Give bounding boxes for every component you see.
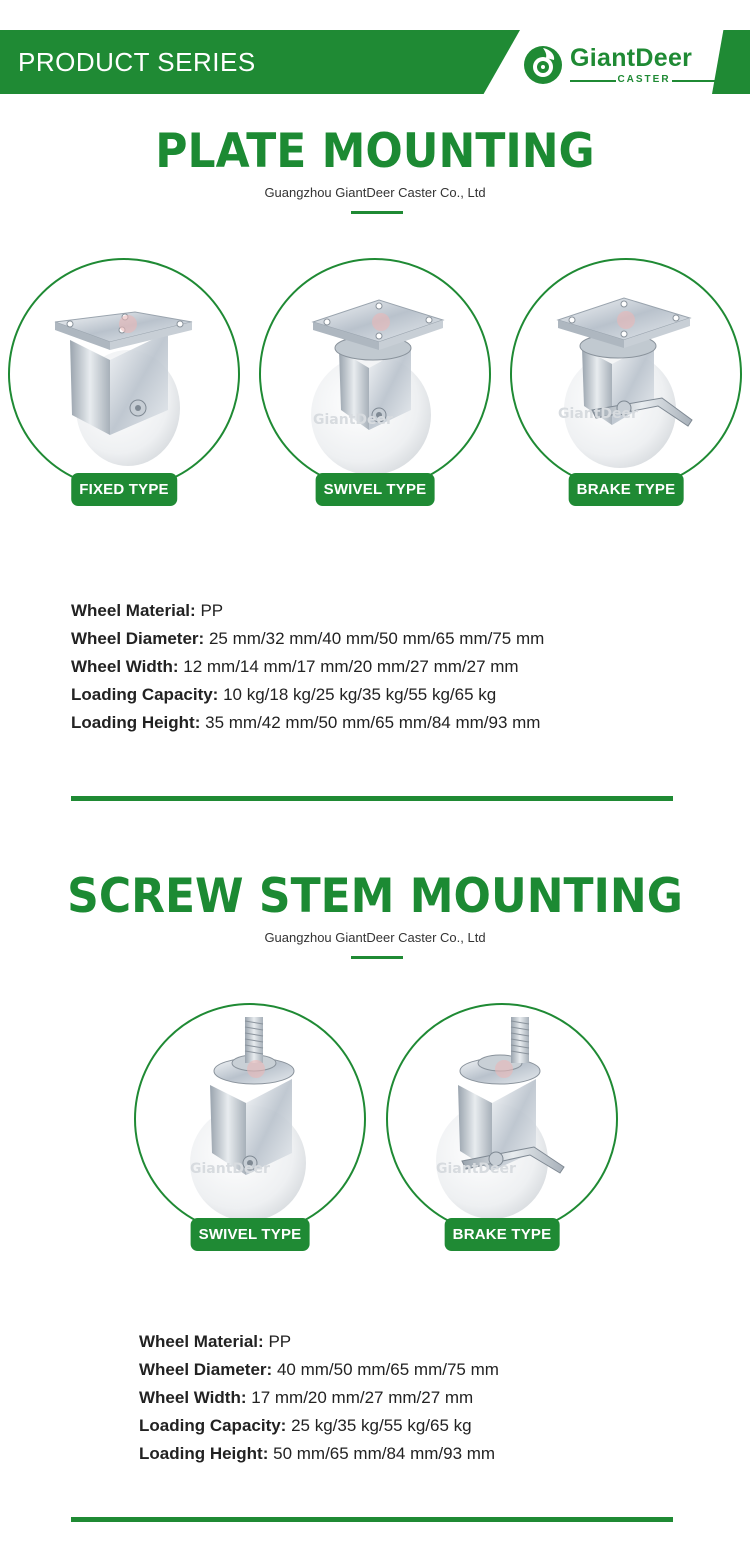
- fixed-plate-caster-icon: [10, 260, 240, 490]
- product-image-frame: [134, 1003, 366, 1235]
- spec-key: Loading Height:: [139, 1444, 269, 1463]
- spec-row-wheel-width: [71, 653, 544, 681]
- spec-value: 17 mm/20 mm/27 mm/27 mm: [251, 1388, 474, 1407]
- spec-row-loading-capacity: [139, 1412, 499, 1440]
- header-banner: [0, 30, 750, 94]
- spec-value: 35 mm/42 mm/50 mm/65 mm/84 mm/93 mm: [205, 713, 541, 732]
- product-image-frame: [259, 258, 491, 490]
- product-image-frame: [510, 258, 742, 490]
- spec-value: 25 kg/35 kg/55 kg/65 kg: [291, 1416, 472, 1435]
- spec-value: 40 mm/50 mm/65 mm/75 mm: [276, 1360, 499, 1379]
- spec-row-loading-height: [71, 709, 544, 737]
- banner-title: PRODUCT SERIES: [18, 47, 256, 77]
- section-rule: [351, 956, 403, 959]
- watermark-text: GiantDeer: [436, 1161, 516, 1177]
- brand-logo-block: [520, 38, 718, 90]
- spec-key: Wheel Material:: [71, 601, 196, 620]
- swivel-plate-caster-icon: [261, 260, 491, 490]
- section-divider: [71, 796, 673, 801]
- product-card-brake-stem[interactable]: [386, 1003, 618, 1243]
- spec-row-wheel-diameter: [71, 625, 544, 653]
- watermark-text: GiantDeer: [558, 406, 638, 422]
- product-card-swivel-plate[interactable]: [259, 258, 491, 498]
- product-card-brake-plate[interactable]: [510, 258, 742, 498]
- spec-key: Wheel Width:: [139, 1388, 247, 1407]
- type-label: FIXED TYPE: [71, 473, 177, 506]
- section-title-screw-stem-mounting: SCREW STEM MOUNTING: [67, 868, 683, 925]
- brand-name: GiantDeer: [570, 44, 693, 72]
- type-label: SWIVEL TYPE: [191, 1218, 310, 1251]
- type-label: SWIVEL TYPE: [316, 473, 435, 506]
- spec-row-wheel-material: [71, 597, 544, 625]
- spec-row-wheel-diameter: [139, 1356, 499, 1384]
- type-label: BRAKE TYPE: [445, 1218, 560, 1251]
- section-rule: [351, 211, 403, 214]
- spec-value: 10 kg/18 kg/25 kg/35 kg/55 kg/65 kg: [223, 685, 497, 704]
- spec-key: Loading Capacity:: [71, 685, 219, 704]
- brake-plate-caster-icon: [512, 260, 742, 490]
- spec-value: 50 mm/65 mm/84 mm/93 mm: [273, 1444, 496, 1463]
- spec-row-wheel-material: [139, 1328, 499, 1356]
- product-card-swivel-stem[interactable]: [134, 1003, 366, 1243]
- section-divider: [71, 1517, 673, 1522]
- spec-value: 25 mm/32 mm/40 mm/50 mm/65 mm/75 mm: [208, 629, 545, 648]
- section-subtitle: Guangzhou GiantDeer Caster Co., Ltd: [264, 185, 486, 200]
- spec-key: Wheel Material:: [139, 1332, 264, 1351]
- watermark-text: GiantDeer: [190, 1161, 270, 1177]
- spec-key: Wheel Diameter:: [139, 1360, 273, 1379]
- product-image-frame: [8, 258, 240, 490]
- spec-key: Loading Height:: [71, 713, 201, 732]
- spec-row-loading-height: [139, 1440, 499, 1468]
- spec-list-screw-stem-mounting: [139, 1328, 499, 1468]
- spec-key: Loading Capacity:: [139, 1416, 287, 1435]
- swivel-stem-caster-icon: [136, 1005, 366, 1235]
- brake-stem-caster-icon: [388, 1005, 618, 1235]
- giantdeer-logo-icon: [522, 44, 564, 86]
- product-image-frame: [386, 1003, 618, 1235]
- watermark-text: GiantDeer: [313, 412, 393, 428]
- spec-value: PP: [268, 1332, 292, 1351]
- spec-key: Wheel Diameter:: [71, 629, 205, 648]
- spec-value: PP: [200, 601, 224, 620]
- section-title-plate-mounting: PLATE MOUNTING: [155, 123, 595, 180]
- spec-list-plate-mounting: [71, 597, 544, 737]
- spec-key: Wheel Width:: [71, 657, 179, 676]
- spec-row-wheel-width: [139, 1384, 499, 1412]
- section-subtitle: Guangzhou GiantDeer Caster Co., Ltd: [264, 930, 486, 945]
- type-label: BRAKE TYPE: [569, 473, 684, 506]
- spec-value: 12 mm/14 mm/17 mm/20 mm/27 mm/27 mm: [183, 657, 519, 676]
- product-card-fixed-plate[interactable]: [8, 258, 240, 498]
- spec-row-loading-capacity: [71, 681, 544, 709]
- brand-subtitle: CASTER: [570, 74, 718, 85]
